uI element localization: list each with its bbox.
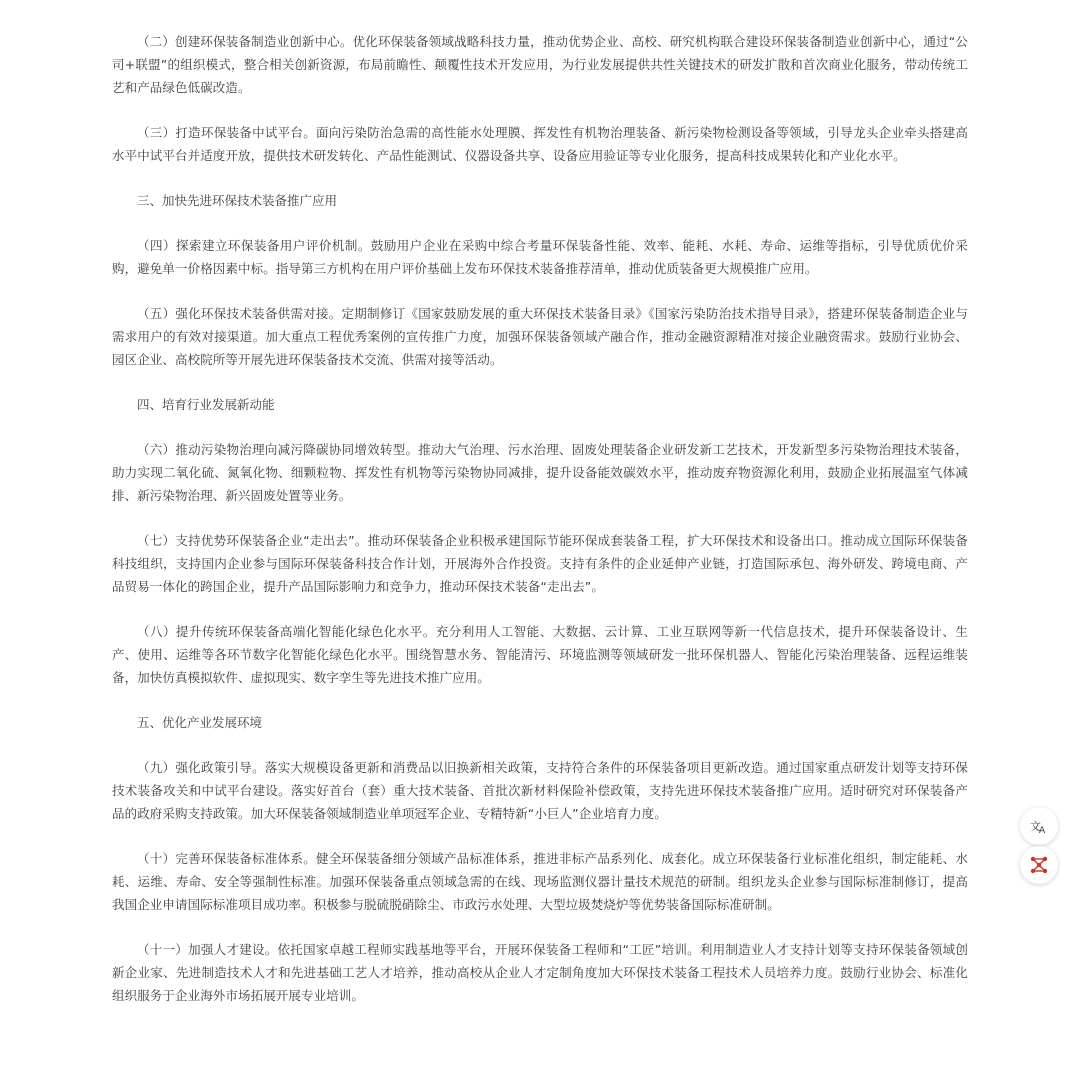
paragraph-7: （七）支持优势环保装备企业“走出去”。推动环保装备企业积极承建国际节能环保成套装备工程，扩大环保技术和设备出口。推动成立国际环保装备科技组织，支持国内企业参与国际环保装备科技合作计划，开展海外合作投资。支持有条件的企业延伸产业链，打造国际承包、海外研发、跨境电商、产品贸易一体化的跨国企业，提升产品国际影响力和竞争力，推动环保技术装备“走出去”。 bbox=[112, 533, 968, 594]
paragraph-10: （十）完善环保装备标准体系。健全环保装备细分领域产品标准体系，推进非标产品系列化、成套化。成立环保装备行业标准化组织，制定能耗、水耗、运维、寿命、安全等强制性标准。加强环保装备重点领域急需的在线、现场监测仪器计量技术规范的研制。组织龙头企业参与国际标准制修订，提高我国企业申请国际标准项目成功率。积极参与脱硫脱硝除尘、市政污水处理、大型垃圾焚烧炉等优势装备国际标准研制。 bbox=[112, 851, 968, 912]
paragraph-2: （二）创建环保装备制造业创新中心。优化环保装备领域战略科技力量，推动优势企业、高校、研究机构联合建设环保装备制造业创新中心，通过“公司+联盟”的组织模式，整合相关创新资源，布局前瞻性、颠覆性技术开发应用，为行业发展提供共性关键技术的研发扩散和首次商业化服务，带动传统工艺和产品绿色低碳改造。 bbox=[112, 34, 968, 95]
article-body bbox=[112, 30, 968, 1007]
svg-text:A: A bbox=[1039, 826, 1046, 836]
section-heading-4: 四、培育行业发展新动能 bbox=[137, 397, 275, 412]
section-heading-5: 五、优化产业发展环境 bbox=[137, 715, 263, 730]
paragraph-5: （五）强化环保技术装备供需对接。定期制修订《国家鼓励发展的重大环保技术装备目录》《国家污染防治技术指导目录》，搭建环保装备制造企业与需求用户的有效对接渠道。加大重点工程优秀案例的宣传推广力度，加强环保装备领域产融合作，推动金融资源精准对接企业融资需求。鼓励行业协会、园区企业、高校院所等开展先进环保装备技术交流、供需对接等活动。 bbox=[112, 306, 968, 367]
translate-icon bbox=[1029, 816, 1049, 836]
svg-text:文: 文 bbox=[1030, 820, 1041, 833]
paragraph-11: （十一）加强人才建设。依托国家卓越工程师实践基地等平台，开展环保装备工程师和“工匠”培训。利用制造业人才支持计划等支持环保装备领域创新企业家、先进制造技术人才和先进基础工艺人才培养，推动高校从企业人才定制角度加大环保技术装备工程技术人员培养力度。鼓励行业协会、标准化组织服务于企业海外市场拓展开展专业培训。 bbox=[112, 942, 968, 1003]
paragraph-9: （九）强化政策引导。落实大规模设备更新和消费品以旧换新相关政策，支持符合条件的环保装备项目更新改造。通过国家重点研发计划等支持环保技术装备攻关和中试平台建设。落实好首台（套）重大技术装备、首批次新材料保险补偿政策，支持先进环保技术装备推广应用。适时研究对环保装备产品的政府采购支持政策。加大环保装备领域制造业单项冠军企业、专精特新“小巨人”企业培育力度。 bbox=[112, 760, 968, 821]
network-icon bbox=[1029, 855, 1049, 875]
paragraph-4: （四）探索建立环保装备用户评价机制。鼓励用户企业在采购中综合考量环保装备性能、效率、能耗、水耗、寿命、运维等指标，引导优质优价采购，避免单一价格因素中标。指导第三方机构在用户评价基础上发布环保技术装备推荐清单，推动优质装备更大规模推广应用。 bbox=[112, 238, 968, 276]
paragraph-3: （三）打造环保装备中试平台。面向污染防治急需的高性能水处理膜、挥发性有机物治理装备、新污染物检测设备等领域，引导龙头企业牵头搭建高水平中试平台并适度开放，提供技术研发转化、产品性能测试、仪器设备共享、设备应用验证等专业化服务，提高科技成果转化和产业化水平。 bbox=[112, 125, 968, 163]
section-heading-3: 三、加快先进环保技术装备推广应用 bbox=[137, 193, 338, 208]
network-button[interactable] bbox=[1020, 846, 1058, 884]
paragraph-6: （六）推动污染物治理向减污降碳协同增效转型。推动大气治理、污水治理、固废处理装备企业研发新工艺技术，开发新型多污染物治理技术装备，助力实现二氧化硫、氮氧化物、细颗粒物、挥发性有机物等污染物协同减排，提升设备能效碳效水平，推动废弃物资源化利用，鼓励企业拓展温室气体减排、新污染物治理、新兴固废处置等业务。 bbox=[112, 442, 968, 503]
translate-button[interactable] bbox=[1020, 807, 1058, 845]
paragraph-8: （八）提升传统环保装备高端化智能化绿色化水平。充分利用人工智能、大数据、云计算、工业互联网等新一代信息技术，提升环保装备设计、生产、使用、运维等各环节数字化智能化绿色化水平。围绕智慧水务、智能清污、环境监测等领域研发一批环保机器人、智能化污染治理装备、远程运维装备，加快仿真模拟软件、虚拟现实、数字孪生等先进技术推广应用。 bbox=[112, 624, 968, 685]
